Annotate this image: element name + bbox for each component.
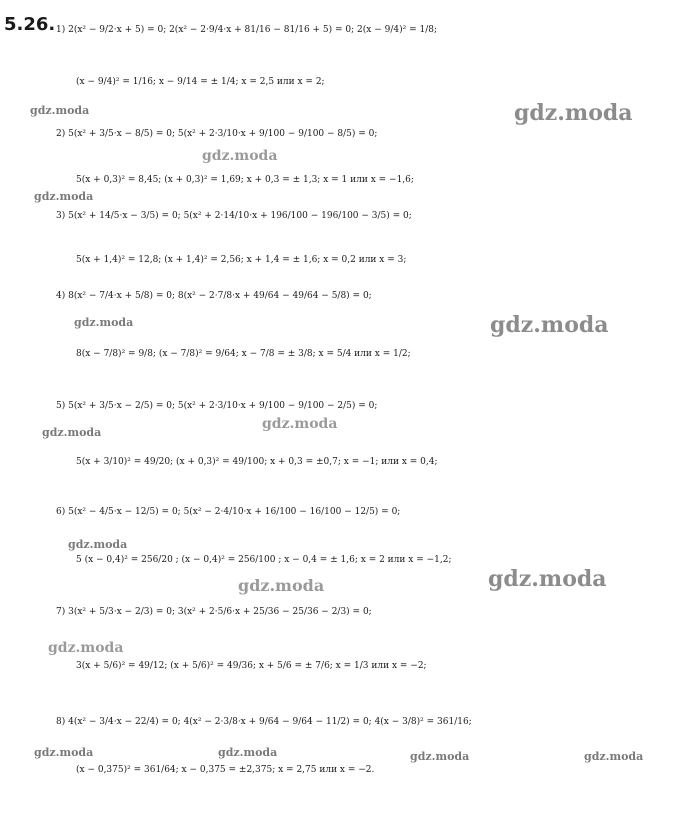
line-1-equation: 1) 2(x² − 9/2·x + 5) = 0; 2(x² − 2·9/4·x + 81/16 − 81/16 + 5) = 0; 2(x − 9/4)² = 1/8; xyxy=(56,25,438,35)
watermark: gdz.moda xyxy=(30,104,90,117)
line-8-solution: (x − 0,375)² = 361/64; x − 0,375 = ±2,375; x = 2,75 или x = −2. xyxy=(76,765,375,775)
watermark: gdz.moda xyxy=(490,312,609,338)
watermark: gdz.moda xyxy=(410,750,470,763)
line-5-equation: 5) 5(x² + 3/5·x − 2/5) = 0; 5(x² + 2·3/10·x + 9/100 − 9/100 − 2/5) = 0; xyxy=(56,401,378,411)
line-7-solution: 3(x + 5/6)² = 49/12; (x + 5/6)² = 49/36; x + 5/6 = ± 7/6; x = 1/3 или x = −2; xyxy=(76,661,427,671)
watermark: gdz.moda xyxy=(34,190,94,203)
watermark: gdz.moda xyxy=(238,576,325,595)
line-2-solution: 5(x + 0,3)² = 8,45; (x + 0,3)² = 1,69; x + 0,3 = ± 1,3; x = 1 или x = −1,6; xyxy=(76,175,414,185)
watermark: gdz.moda xyxy=(34,746,94,759)
line-6-solution: 5 (x − 0,4)² = 256/20 ; (x − 0,4)² = 256/100 ; x − 0,4 = ± 1,6; x = 2 или x = −1,2; xyxy=(76,555,452,565)
watermark: gdz.moda xyxy=(42,426,102,439)
watermark: gdz.moda xyxy=(68,538,128,551)
line-4-solution: 8(x − 7/8)² = 9/8; (x − 7/8)² = 9/64; x − 7/8 = ± 3/8; x = 5/4 или x = 1/2; xyxy=(76,349,411,359)
problem-number: 5.26. xyxy=(4,14,56,35)
watermark: gdz.moda xyxy=(48,640,124,656)
line-2-equation: 2) 5(x² + 3/5·x − 8/5) = 0; 5(x² + 2·3/10·x + 9/100 − 9/100 − 8/5) = 0; xyxy=(56,129,378,139)
line-8-equation: 8) 4(x² − 3/4·x − 22/4) = 0; 4(x² − 2·3/8·x + 9/64 − 9/64 − 11/2) = 0; 4(x − 3/8)² = 361/16; xyxy=(56,717,472,727)
watermark: gdz.moda xyxy=(262,416,338,432)
watermark: gdz.moda xyxy=(514,100,633,126)
line-7-equation: 7) 3(x² + 5/3·x − 2/3) = 0; 3(x² + 2·5/6·x + 25/36 − 25/36 − 2/3) = 0; xyxy=(56,607,372,617)
watermark: gdz.moda xyxy=(584,750,644,763)
watermark: gdz.moda xyxy=(74,316,134,329)
line-1-solution: (x − 9/4)² = 1/16; x − 9/14 = ± 1/4; x = 2,5 или x = 2; xyxy=(76,77,325,87)
line-3-solution: 5(x + 1,4)² = 12,8; (x + 1,4)² = 2,56; x + 1,4 = ± 1,6; x = 0,2 или x = 3; xyxy=(76,255,407,265)
watermark: gdz.moda xyxy=(488,566,607,592)
watermark: gdz.moda xyxy=(202,148,278,164)
watermark: gdz.moda xyxy=(218,746,278,759)
line-6-equation: 6) 5(x² − 4/5·x − 12/5) = 0; 5(x² − 2·4/10·x + 16/100 − 16/100 − 12/5) = 0; xyxy=(56,507,401,517)
line-3-equation: 3) 5(x² + 14/5·x − 3/5) = 0; 5(x² + 2·14/10·x + 196/100 − 196/100 − 3/5) = 0; xyxy=(56,211,412,221)
line-5-solution: 5(x + 3/10)² = 49/20; (x + 0,3)² = 49/100; x + 0,3 = ±0,7; x = −1; или x = 0,4; xyxy=(76,457,438,467)
line-4-equation: 4) 8(x² − 7/4·x + 5/8) = 0; 8(x² − 2·7/8·x + 49/64 − 49/64 − 5/8) = 0; xyxy=(56,291,372,301)
